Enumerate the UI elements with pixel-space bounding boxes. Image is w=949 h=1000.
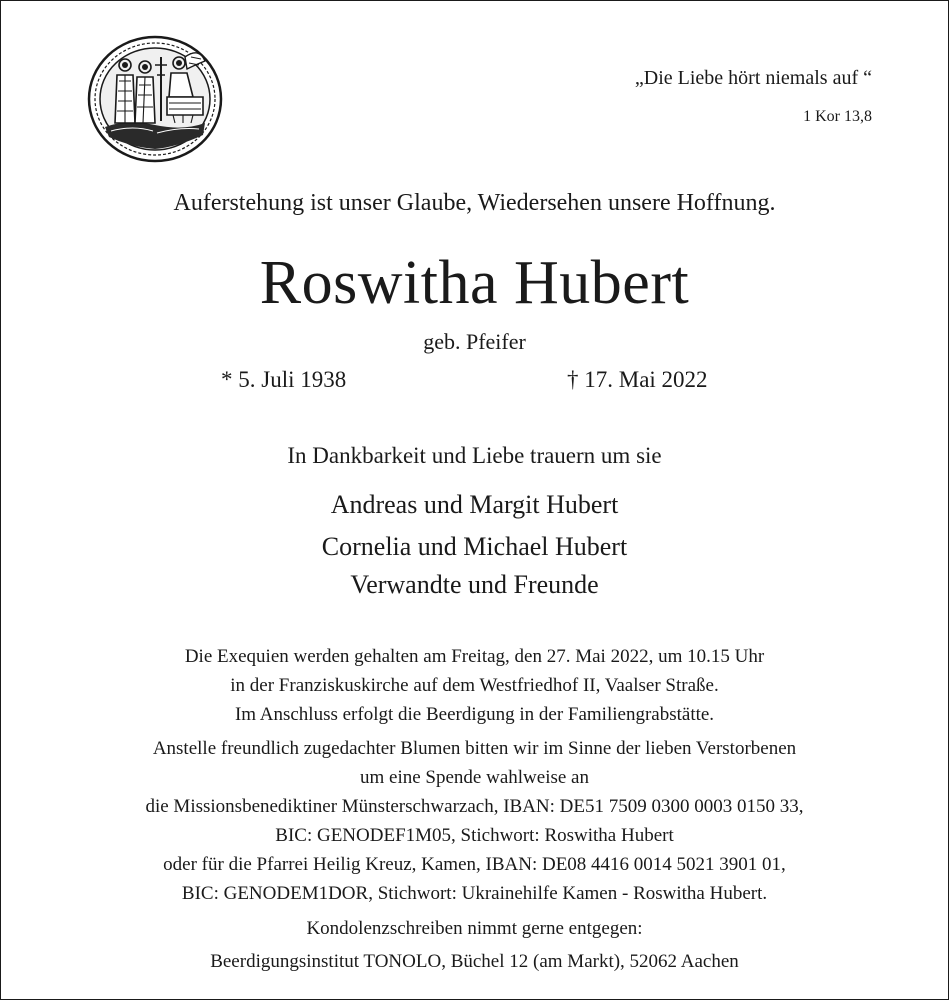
deceased-name: Roswitha Hubert xyxy=(259,249,690,317)
donation-info-line: die Missionsbenediktiner Münsterschwarzach, IBAN: DE51 7509 0300 0003 0150 33, xyxy=(145,796,804,817)
mourner-name: Cornelia und Michael Hubert xyxy=(321,532,628,561)
mourner-name: Verwandte und Freunde xyxy=(350,570,599,599)
donation-info-line: BIC: GENODEF1M05, Stichwort: Roswitha Hubert xyxy=(275,825,674,846)
funeral-info-line: in der Franziskuskirche auf dem Westfriedhof II, Vaalser Straße. xyxy=(230,675,719,696)
death-date: † 17. Mai 2022 xyxy=(567,367,708,392)
maiden-name: geb. Pfeifer xyxy=(423,329,526,354)
donation-info-line: BIC: GENODEM1DOR, Stichwort: Ukrainehilfe Kamen - Roswitha Hubert. xyxy=(181,883,768,904)
condolence-info-line: Kondolenzschreiben nimmt gerne entgegen: xyxy=(306,918,643,939)
motto: Auferstehung ist unser Glaube, Wiedersehen unsere Hoffnung. xyxy=(173,190,776,216)
mourners-intro: In Dankbarkeit und Liebe trauern um sie xyxy=(287,443,662,468)
funeral-info-line: Die Exequien werden gehalten am Freitag, den 27. Mai 2022, um 10.15 Uhr xyxy=(184,646,765,667)
bible-verse-quote: „Die Liebe hört niemals auf “ xyxy=(634,67,872,89)
mourner-name: Andreas und Margit Hubert xyxy=(330,490,619,519)
bible-verse-reference: 1 Kor 13,8 xyxy=(803,108,872,125)
birth-date: * 5. Juli 1938 xyxy=(221,367,347,392)
donation-info-line: um eine Spende wahlweise an xyxy=(360,767,589,788)
funeral-home-address: Beerdigungsinstitut TONOLO, Büchel 12 (am Markt), 52062 Aachen xyxy=(210,951,739,972)
donation-info-line: Anstelle freundlich zugedachter Blumen bitten wir im Sinne der lieben Verstorbenen xyxy=(152,738,797,759)
donation-info-line: oder für die Pfarrei Heilig Kreuz, Kamen, IBAN: DE08 4416 0014 5021 3901 01, xyxy=(163,854,786,875)
funeral-info-line: Im Anschluss erfolgt die Beerdigung in der Familiengrabstätte. xyxy=(234,704,715,725)
religious-seal-icon xyxy=(87,35,223,163)
